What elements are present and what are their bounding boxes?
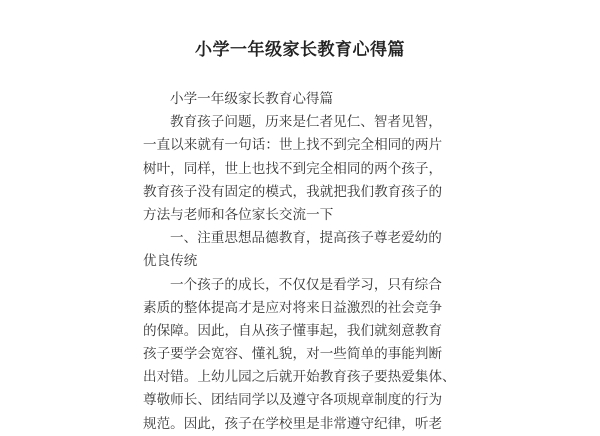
paragraph-line: 树叶，同样，世上也找不到完全相同的两个孩子， bbox=[143, 160, 443, 177]
paragraph-line: 尊敬师长、团结同学以及遵守各项规章制度的行为 bbox=[143, 392, 443, 409]
section-heading-line: 优良传统 bbox=[143, 253, 198, 270]
paragraph-line: 教育孩子没有固定的模式，我就把我们教育孩子的 bbox=[143, 183, 443, 200]
paragraph-line: 孩子要学会宽容、懂礼貌，对一些简单的事能判断 bbox=[143, 346, 443, 363]
paragraph-line: 规范。因此，孩子在学校里是非常遵守纪律，听老 bbox=[143, 415, 443, 432]
section-heading-line: 一、注重思想品德教育，提高孩子尊老爱幼的 bbox=[170, 230, 442, 247]
paragraph-line: 小学一年级家长教育心得篇 bbox=[170, 91, 334, 107]
paragraph-line: 一直以来就有一句话：世上找不到完全相同的两片 bbox=[143, 137, 443, 154]
paragraph-line: 教育孩子问题，历来是仁者见仁、智者见智， bbox=[170, 114, 442, 131]
document-body bbox=[143, 88, 456, 436]
paragraph-line: 素质的整体提高才是应对将来日益激烈的社会竞争 bbox=[143, 299, 443, 316]
page-title: 小学一年级家长教育心得篇 bbox=[195, 40, 405, 60]
paragraph-line: 的保障。因此，自从孩子懂事起，我们就刻意教育 bbox=[143, 322, 443, 339]
paragraph-line: 方法与老师和各位家长交流一下 bbox=[143, 206, 334, 223]
paragraph-line: 出对错。上幼儿园之后就开始教育孩子要热爱集体、 bbox=[143, 369, 456, 386]
paragraph-line: 一个孩子的成长，不仅仅是看学习，只有综合 bbox=[170, 276, 442, 293]
